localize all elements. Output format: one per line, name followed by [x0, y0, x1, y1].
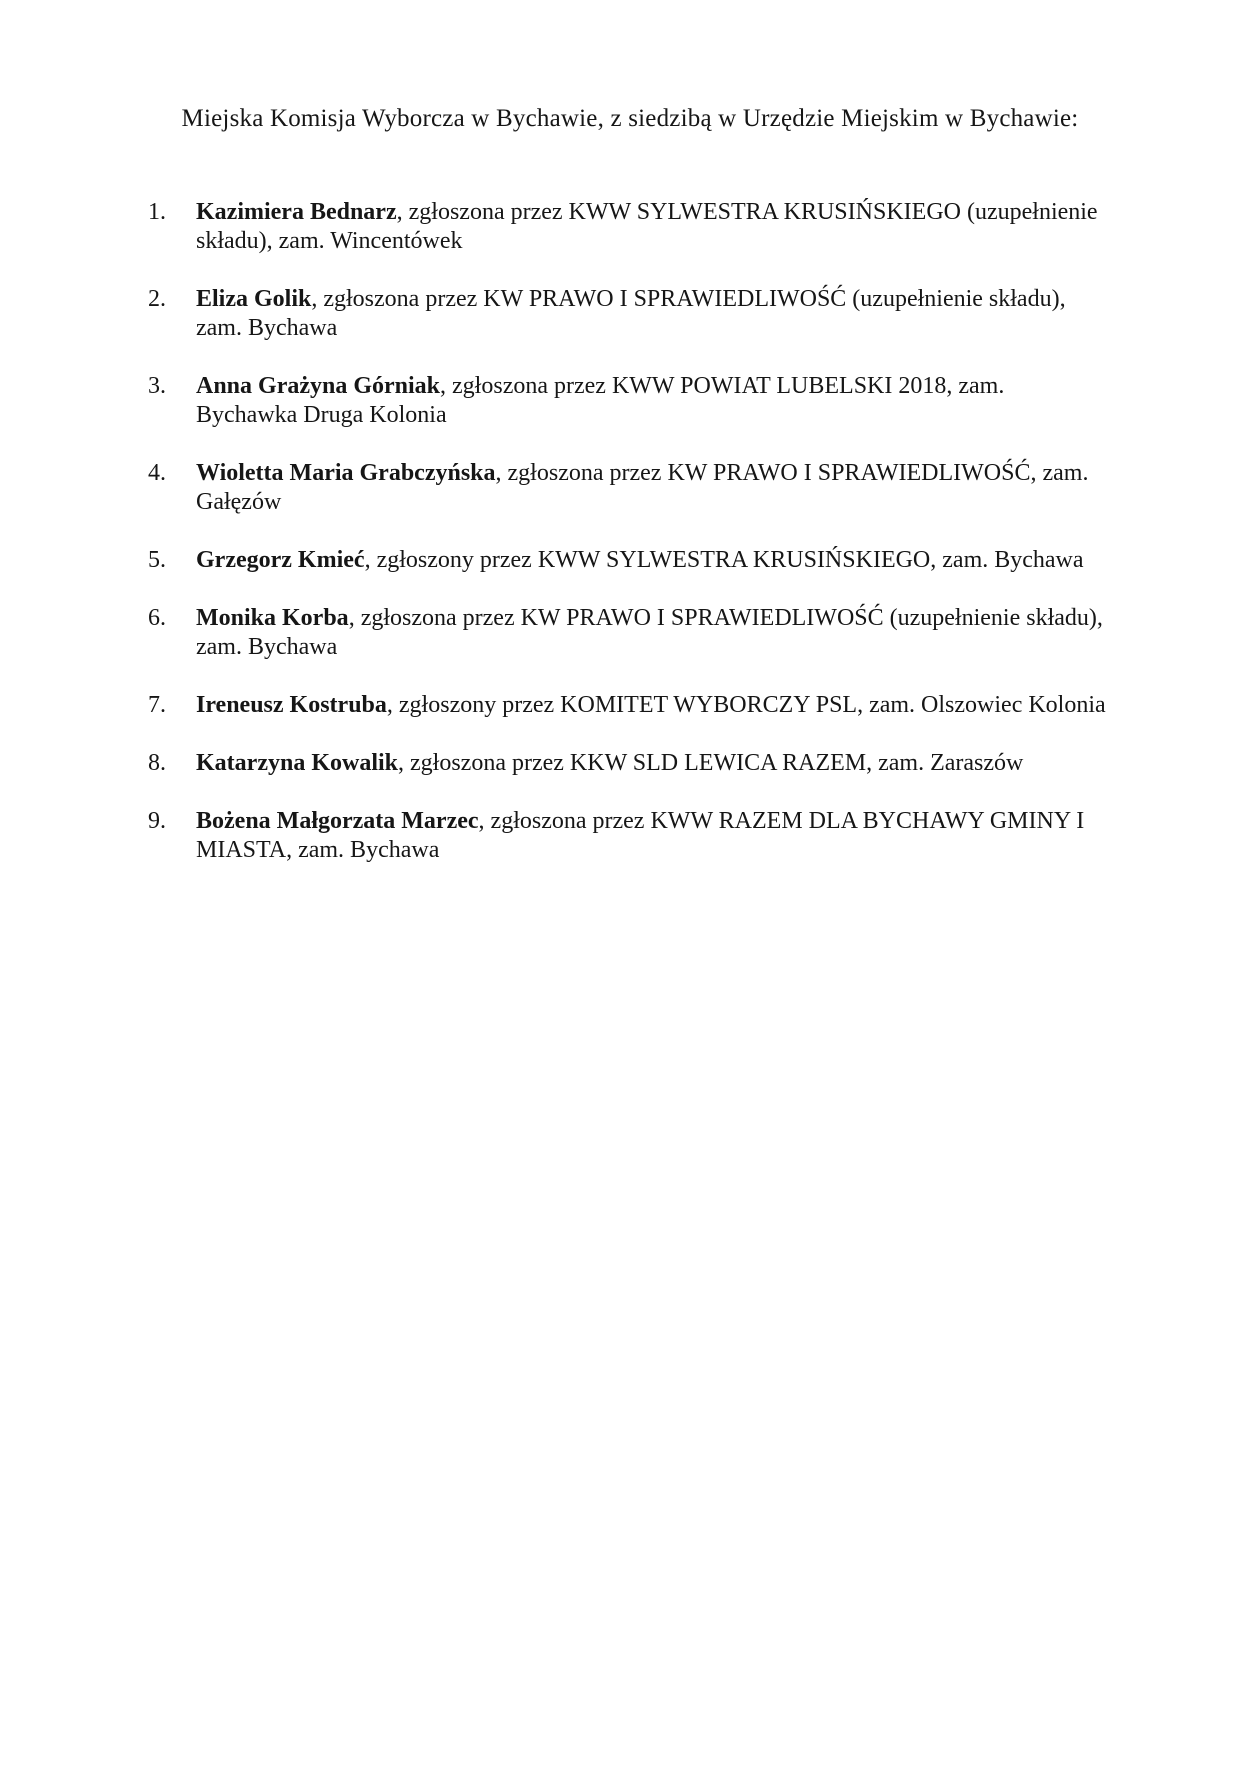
item-text — [196, 285, 1108, 343]
list-item — [148, 604, 1260, 662]
item-text — [196, 807, 1108, 865]
item-text — [196, 459, 1108, 517]
member-list — [148, 198, 1260, 865]
item-text — [196, 546, 1108, 575]
list-item — [148, 285, 1260, 343]
member-details: , zgłoszona przez KKW SLD LEWICA RAZEM, zam. Zaraszów — [398, 749, 1024, 776]
member-name: Eliza Golik — [196, 285, 312, 312]
list-item — [148, 807, 1260, 865]
document-title: Miejska Komisja Wyborcza w Bychawie, z siedzibą w Urzędzie Miejskim w Bychawie: — [181, 105, 1079, 132]
member-details: , zgłoszona przez KWW POWIAT LUBELSKI 2018, zam. Bychawka Druga Kolonia — [196, 372, 1005, 428]
list-item — [148, 546, 1260, 575]
member-name: Anna Grażyna Górniak — [196, 372, 441, 399]
list-item — [148, 198, 1260, 256]
list-item — [148, 749, 1260, 778]
member-name: Monika Korba — [196, 604, 349, 631]
member-details: , zgłoszona przez KWW SYLWESTRA KRUSIŃSKIEGO (uzupełnienie składu), zam. Wincentówek — [196, 198, 1098, 254]
member-name: Grzegorz Kmieć — [196, 546, 365, 573]
list-item — [148, 459, 1260, 517]
member-details: , zgłoszony przez KOMITET WYBORCZY PSL, zam. Olszowiec Kolonia — [386, 691, 1106, 718]
item-number: 2. — [148, 285, 166, 312]
list-item — [148, 691, 1260, 720]
member-details: , zgłoszona przez KWW RAZEM DLA BYCHAWY GMINY I MIASTA, zam. Bychawa — [196, 807, 1085, 863]
item-text — [196, 604, 1108, 662]
item-text — [196, 691, 1108, 720]
member-name: Kazimiera Bednarz — [196, 198, 397, 225]
item-text — [196, 372, 1108, 430]
item-number: 7. — [148, 691, 166, 718]
member-details: , zgłoszony przez KWW SYLWESTRA KRUSIŃSKIEGO, zam. Bychawa — [364, 546, 1084, 573]
item-number: 9. — [148, 807, 166, 834]
item-text — [196, 198, 1108, 256]
member-name: Wioletta Maria Grabczyńska — [196, 459, 496, 486]
item-number: 3. — [148, 372, 166, 399]
member-name: Katarzyna Kowalik — [196, 749, 398, 776]
item-number: 5. — [148, 546, 166, 573]
item-number: 1. — [148, 198, 166, 225]
item-number: 6. — [148, 604, 166, 631]
item-number: 4. — [148, 459, 166, 486]
member-details: , zgłoszona przez KW PRAWO I SPRAWIEDLIWOŚĆ (uzupełnienie składu), zam. Bychawa — [196, 604, 1103, 660]
member-details: , zgłoszona przez KW PRAWO I SPRAWIEDLIWOŚĆ, zam. Gałęzów — [196, 459, 1089, 515]
item-number: 8. — [148, 749, 166, 776]
item-text — [196, 749, 1108, 778]
list-item — [148, 372, 1260, 430]
member-name: Bożena Małgorzata Marzec — [196, 807, 479, 834]
member-name: Ireneusz Kostruba — [196, 691, 387, 718]
member-details: , zgłoszona przez KW PRAWO I SPRAWIEDLIWOŚĆ (uzupełnienie składu), zam. Bychawa — [196, 285, 1066, 341]
